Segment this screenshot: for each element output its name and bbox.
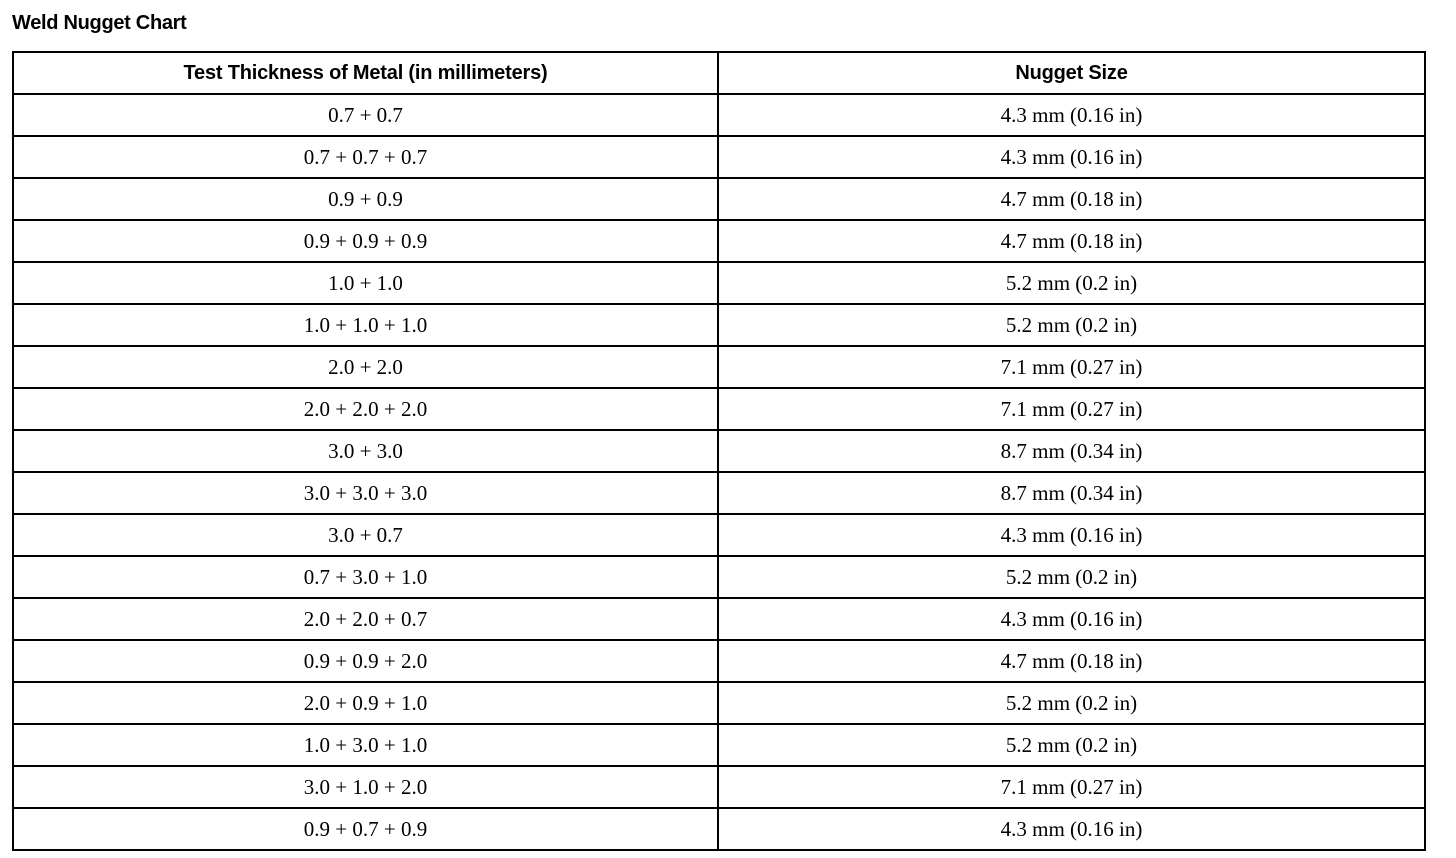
- table-row: [13, 262, 1425, 304]
- thickness-cell: 1.0 + 1.0: [13, 262, 718, 304]
- thickness-cell: 0.7 + 0.7: [13, 94, 718, 136]
- nugget-size-cell: 4.3 mm (0.16 in): [718, 808, 1425, 850]
- column-header-nugget-size: Nugget Size: [718, 52, 1425, 94]
- nugget-size-cell: 5.2 mm (0.2 in): [718, 682, 1425, 724]
- thickness-cell: 3.0 + 3.0: [13, 430, 718, 472]
- thickness-cell: 2.0 + 0.9 + 1.0: [13, 682, 718, 724]
- nugget-size-cell: 7.1 mm (0.27 in): [718, 766, 1425, 808]
- nugget-size-cell: 5.2 mm (0.2 in): [718, 304, 1425, 346]
- table-row: [13, 556, 1425, 598]
- thickness-cell: 0.9 + 0.7 + 0.9: [13, 808, 718, 850]
- page-title: Weld Nugget Chart: [12, 12, 187, 34]
- nugget-size-cell: 8.7 mm (0.34 in): [718, 472, 1425, 514]
- table-row: [13, 178, 1425, 220]
- table-row: [13, 766, 1425, 808]
- thickness-cell: 0.9 + 0.9 + 2.0: [13, 640, 718, 682]
- table-row: [13, 346, 1425, 388]
- thickness-cell: 3.0 + 1.0 + 2.0: [13, 766, 718, 808]
- nugget-size-cell: 4.7 mm (0.18 in): [718, 178, 1425, 220]
- nugget-size-cell: 4.7 mm (0.18 in): [718, 220, 1425, 262]
- table-row: [13, 808, 1425, 850]
- table-row: [13, 724, 1425, 766]
- thickness-cell: 2.0 + 2.0 + 0.7: [13, 598, 718, 640]
- weld-nugget-table: [12, 51, 1426, 851]
- nugget-size-cell: 4.3 mm (0.16 in): [718, 598, 1425, 640]
- table-row: [13, 388, 1425, 430]
- table-row: [13, 598, 1425, 640]
- nugget-size-cell: 4.3 mm (0.16 in): [718, 136, 1425, 178]
- nugget-size-cell: 7.1 mm (0.27 in): [718, 388, 1425, 430]
- thickness-cell: 3.0 + 0.7: [13, 514, 718, 556]
- nugget-size-cell: 8.7 mm (0.34 in): [718, 430, 1425, 472]
- table-row: [13, 136, 1425, 178]
- nugget-size-cell: 5.2 mm (0.2 in): [718, 262, 1425, 304]
- table-row: [13, 430, 1425, 472]
- thickness-cell: 2.0 + 2.0: [13, 346, 718, 388]
- thickness-cell: 0.7 + 3.0 + 1.0: [13, 556, 718, 598]
- nugget-size-cell: 7.1 mm (0.27 in): [718, 346, 1425, 388]
- nugget-size-cell: 4.3 mm (0.16 in): [718, 514, 1425, 556]
- table-row: [13, 94, 1425, 136]
- thickness-cell: 0.9 + 0.9 + 0.9: [13, 220, 718, 262]
- thickness-cell: 1.0 + 3.0 + 1.0: [13, 724, 718, 766]
- table-row: [13, 472, 1425, 514]
- table-row: [13, 304, 1425, 346]
- nugget-size-cell: 4.7 mm (0.18 in): [718, 640, 1425, 682]
- table-row: [13, 682, 1425, 724]
- table-body: [13, 94, 1425, 850]
- thickness-cell: 1.0 + 1.0 + 1.0: [13, 304, 718, 346]
- thickness-cell: 0.9 + 0.9: [13, 178, 718, 220]
- nugget-size-cell: 5.2 mm (0.2 in): [718, 724, 1425, 766]
- table-header-row: [13, 52, 1425, 94]
- nugget-size-cell: 4.3 mm (0.16 in): [718, 94, 1425, 136]
- thickness-cell: 0.7 + 0.7 + 0.7: [13, 136, 718, 178]
- table-row: [13, 220, 1425, 262]
- table-row: [13, 514, 1425, 556]
- nugget-size-cell: 5.2 mm (0.2 in): [718, 556, 1425, 598]
- column-header-thickness: Test Thickness of Metal (in millimeters): [13, 52, 718, 94]
- thickness-cell: 3.0 + 3.0 + 3.0: [13, 472, 718, 514]
- thickness-cell: 2.0 + 2.0 + 2.0: [13, 388, 718, 430]
- table-row: [13, 640, 1425, 682]
